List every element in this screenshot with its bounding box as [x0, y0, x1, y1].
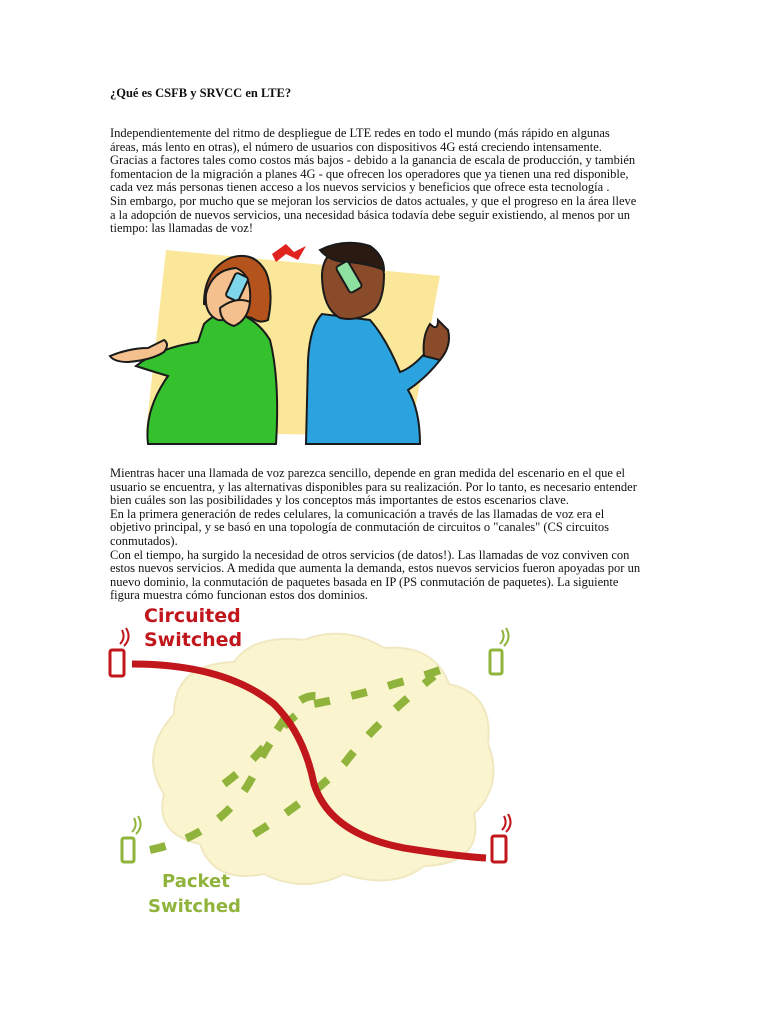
text-line: fomentacion de la migración a planes 4G - que ofrecen los operadores que ya tienen una red disponible,	[110, 166, 629, 181]
phone-call-illustration	[108, 240, 458, 452]
text-line: En la primera generación de redes celulares, la comunicación a través de las llamadas de voz era el	[110, 506, 605, 521]
phone-icon-top-right	[490, 628, 509, 674]
signal-zigzag-icon	[272, 244, 306, 262]
text-line: cada vez más personas tienen acceso a los nuevos servicios y beneficios que ofrece esta tecnología .	[110, 180, 610, 195]
text-line: figura muestra cómo funcionan estos dos dominios.	[110, 588, 368, 603]
packet-label-line2: Switched	[148, 896, 241, 917]
text-line: usuario se encuentra, y las alternativas disponibles para su realización. Por lo tanto, es necesario entender	[110, 479, 637, 494]
text-line: a la adopción de nuevos servicios, una necesidad básica todavía debe seguir existiendo, al menos por un	[110, 207, 630, 222]
text-line: objetivo principal, y se basó en una topología de conmutación de circuitos o "canales" (CS circuitos	[110, 520, 609, 535]
packet-label-line1: Packet	[162, 871, 230, 892]
circuit-label-line1: Circuited	[144, 605, 241, 627]
text-line: áreas, más lento en otras), el número de usuarios con dispositivos 4G está creciendo intensamente.	[110, 139, 602, 154]
text-line: bien cuáles son las posibilidades y los conceptos más importantes de estos escenarios clave.	[110, 493, 569, 508]
circuit-label-line2: Switched	[144, 629, 243, 651]
phone-icon-top-left	[110, 628, 129, 676]
document-title: ¿Qué es CSFB y SRVCC en LTE?	[110, 86, 292, 100]
phone-icon-bottom-left	[122, 816, 141, 862]
text-line: estos nuevos servicios. A medida que aumenta la demanda, estos nuevos servicios fueron apoyadas por un	[110, 561, 641, 576]
text-line: Con el tiempo, ha surgido la necesidad de otros servicios (de datos!). Las llamadas de voz conviven con	[110, 547, 630, 562]
intro-paragraph	[110, 127, 670, 236]
text-line: tiempo: las llamadas de voz!	[110, 221, 254, 236]
switching-diagram	[104, 604, 524, 920]
text-line: Sin embargo, por mucho que se mejoran los servicios de datos actuales, y que el progreso en la área lleve	[110, 193, 637, 208]
phone-icon-bottom-right	[492, 814, 511, 862]
text-line: conmutados).	[110, 533, 178, 548]
man-on-phone	[306, 243, 449, 444]
body-paragraph	[110, 467, 670, 603]
text-line: Mientras hacer una llamada de voz parezca sencillo, depende en gran medida del escenario en el que el	[110, 466, 626, 480]
text-line: Independientemente del ritmo de despliegue de LTE redes en todo el mundo (más rápido en algunas	[110, 126, 610, 140]
text-line: Gracias a factores tales como costos más bajos - debido a la ganancia de escala de producción, y también	[110, 153, 636, 168]
text-line: nuevo dominio, la conmutación de paquetes basada en IP (PS conmutación de paquetes). La siguiente	[110, 574, 619, 589]
